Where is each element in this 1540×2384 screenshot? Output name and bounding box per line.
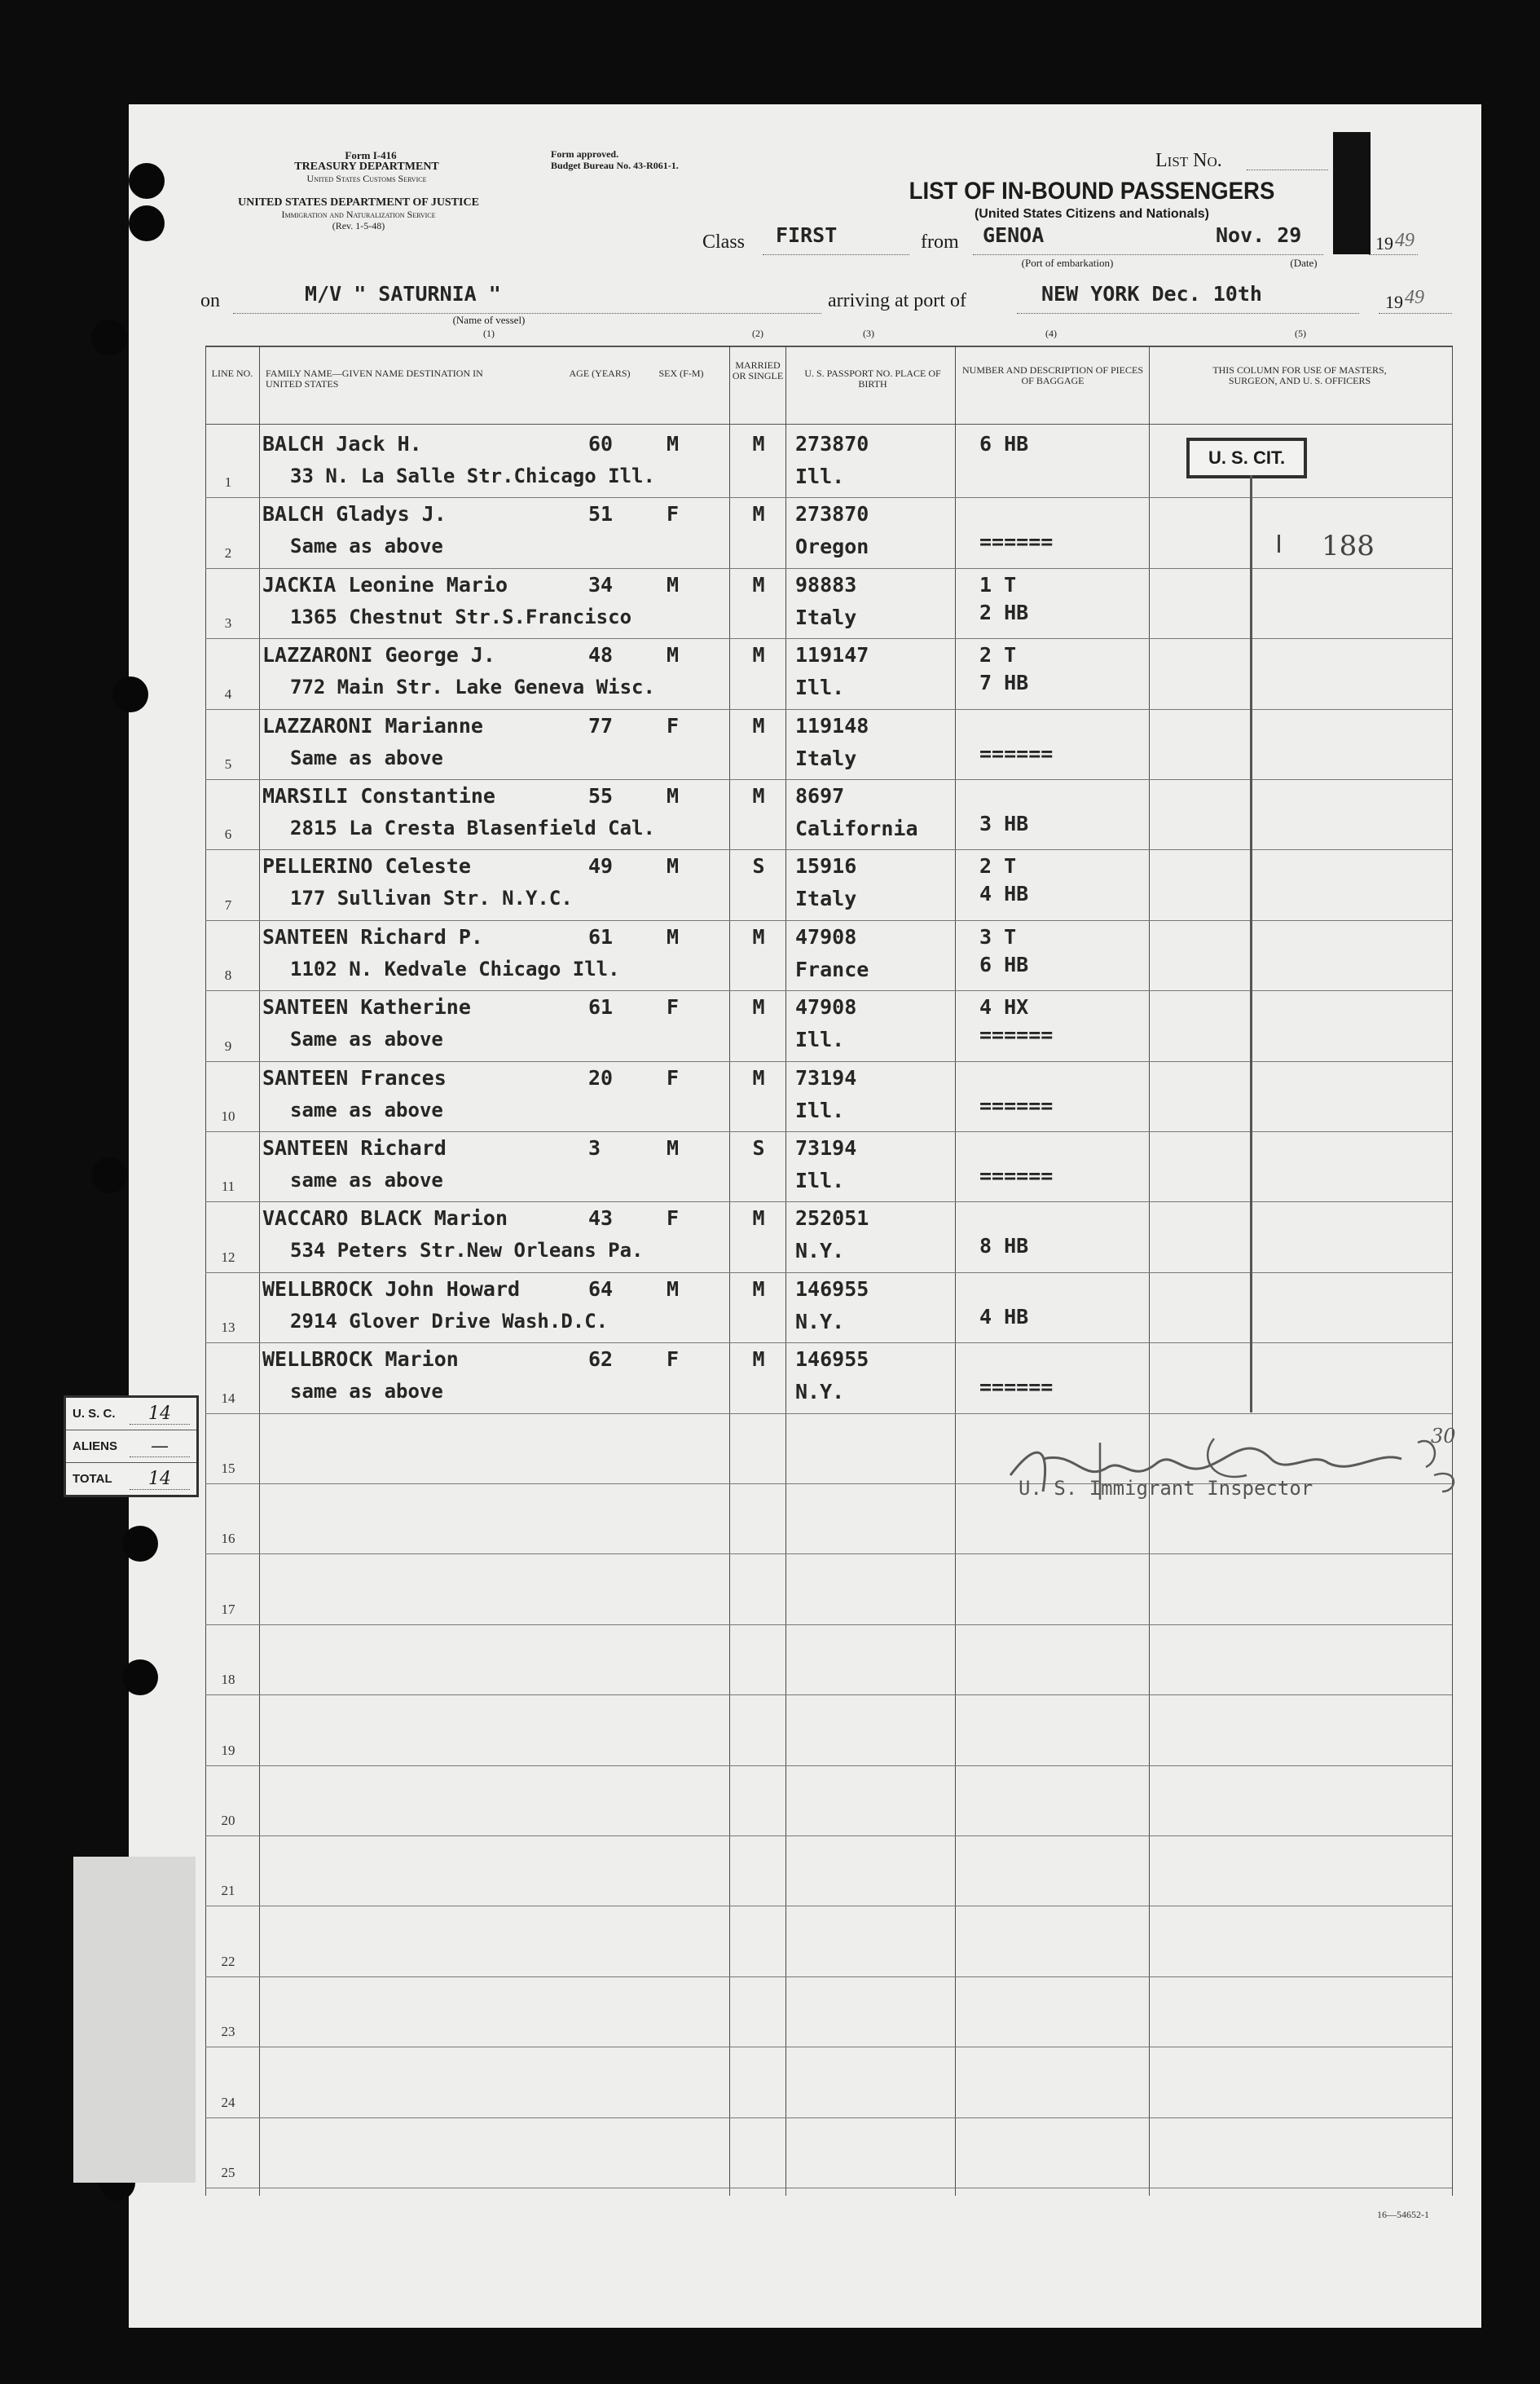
vessel-name: M/V " SATURNIA " [305, 282, 501, 306]
passenger-destination: same as above [290, 1098, 443, 1121]
passport-number: 273870 [795, 502, 869, 527]
customs-service: United States Customs Service [306, 173, 427, 184]
marital-status: M [752, 1065, 765, 1090]
place-of-birth: Italy [795, 605, 857, 629]
marital-status: M [752, 924, 765, 949]
place-of-birth: Oregon [795, 535, 869, 559]
col-header-officers: THIS COLUMN FOR USE OF MASTERS, SURGEON, AND U. S. OFFICERS [1212, 364, 1387, 386]
row-border [205, 1624, 1452, 1625]
passenger-destination: 534 Peters Str.New Orleans Pa. [290, 1239, 644, 1263]
col-header-sex: SEX (F-M) [658, 368, 704, 379]
passport-number: 15916 [795, 854, 857, 879]
inspector-title: U. S. Immigrant Inspector [1019, 1477, 1313, 1500]
passenger-sex: M [667, 643, 680, 668]
line-number: 15 [221, 1461, 235, 1476]
vessel-line [233, 313, 821, 314]
line-number: 22 [221, 1953, 235, 1969]
col-divider [1452, 346, 1453, 2196]
line-number: 17 [221, 1601, 235, 1617]
passenger-sex: F [667, 1347, 680, 1372]
embark-note: (Port of embarkation) [1021, 257, 1114, 269]
line-number: 6 [224, 826, 232, 843]
passport-number: 119147 [795, 643, 869, 668]
tally-aliens-row [66, 1430, 196, 1463]
passenger-sex: M [667, 1136, 680, 1160]
passenger-destination: same as above [290, 1169, 443, 1192]
col-number-4: (4) [1045, 328, 1057, 339]
baggage-line-1: 6 HB [979, 432, 1029, 456]
baggage-line-2: 6 HB [979, 952, 1029, 976]
line-number: 23 [221, 2024, 235, 2040]
line-number: 25 [221, 2165, 235, 2180]
list-no-label: List No. [1155, 150, 1222, 171]
line-number: 10 [221, 1108, 235, 1124]
marital-status: M [752, 995, 765, 1020]
class-value: FIRST [776, 223, 838, 247]
line-number: 20 [221, 1813, 235, 1828]
passenger-destination: 1102 N. Kedvale Chicago Ill. [290, 957, 620, 980]
arrival-year-line [1379, 313, 1452, 314]
passenger-name: JACKIA Leonine Mario [262, 572, 508, 597]
passenger-destination: 1365 Chestnut Str.S.Francisco [290, 605, 632, 628]
punch-hole [129, 205, 165, 241]
form-revision: (Rev. 1-5-48) [332, 220, 385, 231]
baggage-line-2: ====== [979, 1023, 1054, 1047]
place-of-birth: Ill. [795, 1028, 845, 1052]
baggage-line-1: 3 T [979, 924, 1017, 949]
table-header-border [205, 424, 1452, 425]
passenger-name: MARSILI Constantine [262, 784, 495, 808]
from-line [973, 254, 1323, 255]
form-approved: Form approved. [551, 148, 619, 160]
passenger-age: 48 [588, 643, 614, 668]
marital-status: M [752, 432, 765, 456]
col-divider [785, 346, 786, 2196]
marital-status: S [752, 854, 765, 879]
tally-aliens-value: — [130, 1436, 190, 1457]
embark-port: GENOA [983, 223, 1045, 247]
row-border [205, 1342, 1452, 1343]
depart-year: 49 [1395, 230, 1415, 251]
passenger-age: 64 [588, 1276, 614, 1301]
passenger-age: 61 [588, 924, 614, 949]
treasury-dept: TREASURY DEPARTMENT [294, 161, 439, 173]
passenger-destination: 772 Main Str. Lake Geneva Wisc. [290, 676, 655, 699]
row-border [205, 1201, 1452, 1202]
line-number: 8 [224, 967, 232, 984]
passport-number: 252051 [795, 1206, 869, 1231]
line-number: 16 [221, 1531, 235, 1547]
col-header-married: MARRIED OR SINGLE [732, 359, 784, 381]
passenger-age: 62 [588, 1347, 614, 1372]
marital-status: M [752, 1347, 765, 1372]
baggage-line-2: ====== [979, 1375, 1054, 1399]
passenger-name: SANTEEN Richard [262, 1136, 447, 1160]
passenger-name: WELLBROCK John Howard [262, 1276, 521, 1301]
col-divider [729, 346, 730, 2196]
tally-aliens-label: ALIENS [73, 1439, 118, 1453]
paper-worn-patch [73, 1857, 196, 2183]
passenger-name: WELLBROCK Marion [262, 1347, 459, 1372]
inspector-time: 30 [1431, 1425, 1456, 1448]
tally-usc-label: U. S. C. [73, 1407, 116, 1421]
row-border [205, 1553, 1452, 1554]
col-divider [1149, 346, 1150, 2196]
passenger-age: 49 [588, 854, 614, 879]
row-border [205, 497, 1452, 498]
punch-hole [112, 676, 148, 712]
baggage-line-2: ====== [979, 530, 1054, 554]
officer-tick [1278, 535, 1280, 553]
year-prefix: 19 [1375, 233, 1393, 253]
year-line [1369, 254, 1418, 255]
baggage-line-1: 2 T [979, 643, 1017, 668]
list-subtitle: (United States Citizens and Nationals) [974, 207, 1210, 221]
passport-number: 119148 [795, 713, 869, 738]
line-number: 24 [221, 2094, 235, 2110]
place-of-birth: Italy [795, 746, 857, 770]
passenger-sex: F [667, 713, 680, 738]
passenger-age: 51 [588, 502, 614, 527]
passenger-destination: 33 N. La Salle Str.Chicago Ill. [290, 465, 655, 487]
row-border [205, 920, 1452, 921]
marital-status: M [752, 713, 765, 738]
place-of-birth: N.Y. [795, 1239, 845, 1263]
passenger-destination: 2815 La Cresta Blasenfield Cal. [290, 817, 655, 839]
punch-hole [129, 163, 165, 199]
passenger-destination: 2914 Glover Drive Wash.D.C. [290, 1309, 609, 1333]
punch-hole [91, 1157, 127, 1193]
arrival-port: NEW YORK Dec. 10th [1041, 282, 1262, 306]
footer-code: 16—54652-1 [1377, 2209, 1429, 2220]
row-border [205, 1131, 1452, 1132]
marital-status: S [752, 1136, 765, 1160]
budget-bureau: Budget Bureau No. 43-R061-1. [551, 160, 679, 171]
passenger-name: BALCH Gladys J. [262, 502, 447, 527]
row-border [205, 1272, 1452, 1273]
class-line [763, 254, 909, 255]
place-of-birth: Italy [795, 887, 857, 911]
baggage-line-2: ====== [979, 1093, 1054, 1117]
punch-hole [91, 319, 127, 355]
col-divider [259, 346, 260, 2196]
baggage-line-2: ====== [979, 741, 1054, 765]
passenger-sex: M [667, 854, 680, 879]
passport-number: 73194 [795, 1065, 857, 1090]
row-border [205, 709, 1452, 710]
marital-status: M [752, 1276, 765, 1301]
col-number-5: (5) [1295, 328, 1306, 339]
passport-number: 98883 [795, 572, 857, 597]
passenger-age: 77 [588, 713, 614, 738]
line-number: 5 [224, 756, 232, 772]
tally-usc-value: 14 [130, 1404, 190, 1425]
us-citizen-stamp: U. S. CIT. [1186, 438, 1307, 478]
arrival-line [1017, 313, 1359, 314]
place-of-birth: Ill. [795, 465, 845, 488]
line-number: 1 [224, 474, 232, 491]
punch-hole [122, 1526, 158, 1562]
row-border [205, 638, 1452, 639]
row-border [205, 779, 1452, 780]
passenger-sex: M [667, 784, 680, 808]
passport-number: 8697 [795, 784, 845, 808]
passenger-sex: F [667, 995, 680, 1020]
justice-dept: UNITED STATES DEPARTMENT OF JUSTICE [238, 196, 479, 209]
line-number: 11 [221, 1179, 235, 1195]
row-border [205, 1835, 1452, 1836]
passport-number: 73194 [795, 1136, 857, 1160]
place-of-birth: Ill. [795, 1169, 845, 1192]
tally-box [64, 1395, 199, 1497]
table-top-border [205, 346, 1452, 347]
passenger-sex: M [667, 1276, 680, 1301]
passenger-name: SANTEEN Katherine [262, 995, 471, 1020]
passenger-age: 55 [588, 784, 614, 808]
tally-total-value: 14 [130, 1469, 190, 1490]
arrival-year: 49 [1405, 287, 1424, 308]
passenger-name: PELLERINO Celeste [262, 854, 471, 879]
col-number-2: (2) [752, 328, 763, 339]
inspector-signature [1002, 1426, 1467, 1516]
passport-number: 146955 [795, 1347, 869, 1372]
passenger-destination: Same as above [290, 535, 443, 558]
row-border [205, 2117, 1452, 2118]
marital-status: M [752, 502, 765, 527]
passenger-name: VACCARO BLACK Marion [262, 1206, 508, 1231]
row-border [205, 1976, 1452, 1977]
arrival-year-prefix: 19 [1385, 292, 1403, 312]
baggage-line-2: 2 HB [979, 600, 1029, 624]
row-border [205, 990, 1452, 991]
line-number: 3 [224, 615, 232, 632]
tally-usc-row [66, 1398, 196, 1430]
ins-service: Immigration and Naturalization Service [281, 209, 436, 220]
on-label: on [200, 290, 220, 311]
baggage-line-1: 1 T [979, 572, 1017, 597]
passport-number: 146955 [795, 1276, 869, 1301]
col-header-baggage: NUMBER AND DESCRIPTION OF PIECES OF BAGGAGE [961, 364, 1144, 386]
passenger-destination: Same as above [290, 1028, 443, 1051]
passenger-sex: M [667, 572, 680, 597]
line-number: 2 [224, 544, 232, 561]
row-border [205, 1765, 1452, 1766]
tally-total-row [66, 1463, 196, 1495]
passenger-name: SANTEEN Richard P. [262, 924, 483, 949]
depart-date: Nov. 29 [1216, 223, 1302, 247]
line-number: 9 [224, 1038, 232, 1054]
place-of-birth: Ill. [795, 676, 845, 700]
col-number-1: (1) [483, 328, 495, 339]
passenger-age: 34 [588, 572, 614, 597]
passenger-destination: 177 Sullivan Str. N.Y.C. [290, 887, 573, 910]
line-number: 7 [224, 897, 232, 913]
col-divider [955, 346, 956, 2196]
tally-total-label: TOTAL [73, 1472, 112, 1486]
row-border [205, 1061, 1452, 1062]
passport-number: 273870 [795, 432, 869, 456]
line-number: 4 [224, 685, 232, 702]
passenger-destination: Same as above [290, 746, 443, 769]
baggage-line-2: 8 HB [979, 1234, 1029, 1258]
marital-status: M [752, 1206, 765, 1231]
passenger-destination: same as above [290, 1380, 443, 1404]
passenger-age: 61 [588, 995, 614, 1020]
date-note: (Date) [1290, 257, 1318, 269]
place-of-birth: California [795, 817, 918, 840]
marital-status: M [752, 572, 765, 597]
passenger-name: LAZZARONI George J. [262, 643, 495, 668]
passenger-name: BALCH Jack H. [262, 432, 422, 456]
line-number: 19 [221, 1742, 235, 1758]
col-divider [205, 346, 206, 2196]
passenger-age: 60 [588, 432, 614, 456]
passenger-name: LAZZARONI Marianne [262, 713, 483, 738]
passenger-age: 3 [588, 1136, 601, 1160]
baggage-line-2: ====== [979, 1164, 1054, 1188]
passenger-age: 20 [588, 1065, 614, 1090]
passenger-sex: F [667, 1065, 680, 1090]
line-number: 12 [221, 1249, 235, 1265]
passport-number: 47908 [795, 995, 857, 1020]
line-number: 14 [221, 1390, 235, 1406]
place-of-birth: N.Y. [795, 1309, 845, 1333]
baggage-line-1: 4 HX [979, 995, 1029, 1020]
stamp-tail [1250, 475, 1252, 1412]
passenger-age: 43 [588, 1206, 614, 1231]
passport-number: 47908 [795, 924, 857, 949]
passenger-name: SANTEEN Frances [262, 1065, 447, 1090]
passenger-sex: M [667, 924, 680, 949]
place-of-birth: Ill. [795, 1098, 845, 1122]
passenger-sex: F [667, 1206, 680, 1231]
passenger-sex: F [667, 502, 680, 527]
list-title: LIST OF IN-BOUND PASSENGERS [909, 178, 1275, 205]
baggage-line-2: 4 HB [979, 882, 1029, 906]
marital-status: M [752, 643, 765, 668]
from-label: from [921, 231, 959, 253]
row-border [205, 568, 1452, 569]
class-label: Class [702, 231, 746, 253]
binder-tab [1333, 132, 1371, 254]
line-number: 18 [221, 1672, 235, 1688]
place-of-birth: N.Y. [795, 1380, 845, 1404]
baggage-line-2: 3 HB [979, 812, 1029, 835]
vessel-note: (Name of vessel) [452, 314, 526, 326]
row-border [205, 849, 1452, 850]
col-header-age: AGE (YEARS) [569, 368, 631, 379]
officer-mark: 188 [1322, 530, 1375, 562]
col-header-line: LINE NO. [211, 368, 253, 379]
baggage-line-2: 7 HB [979, 671, 1029, 695]
baggage-line-1: 2 T [979, 854, 1017, 879]
col-header-passport: U. S. PASSPORT NO. PLACE OF BIRTH [804, 368, 941, 390]
arriving-label: arriving at port of [828, 290, 966, 311]
marital-status: M [752, 784, 765, 808]
row-border [205, 1413, 1452, 1414]
col-header-name: FAMILY NAME—GIVEN NAME DESTINATION IN UNITED STATES [266, 368, 483, 390]
row-border [205, 1694, 1452, 1695]
form-number: Form I-416 [345, 149, 397, 161]
punch-hole [122, 1659, 158, 1695]
line-number: 13 [221, 1320, 235, 1336]
col-number-3: (3) [863, 328, 874, 339]
passenger-sex: M [667, 432, 680, 456]
place-of-birth: France [795, 957, 869, 981]
baggage-line-2: 4 HB [979, 1304, 1029, 1329]
line-number: 21 [221, 1883, 235, 1899]
